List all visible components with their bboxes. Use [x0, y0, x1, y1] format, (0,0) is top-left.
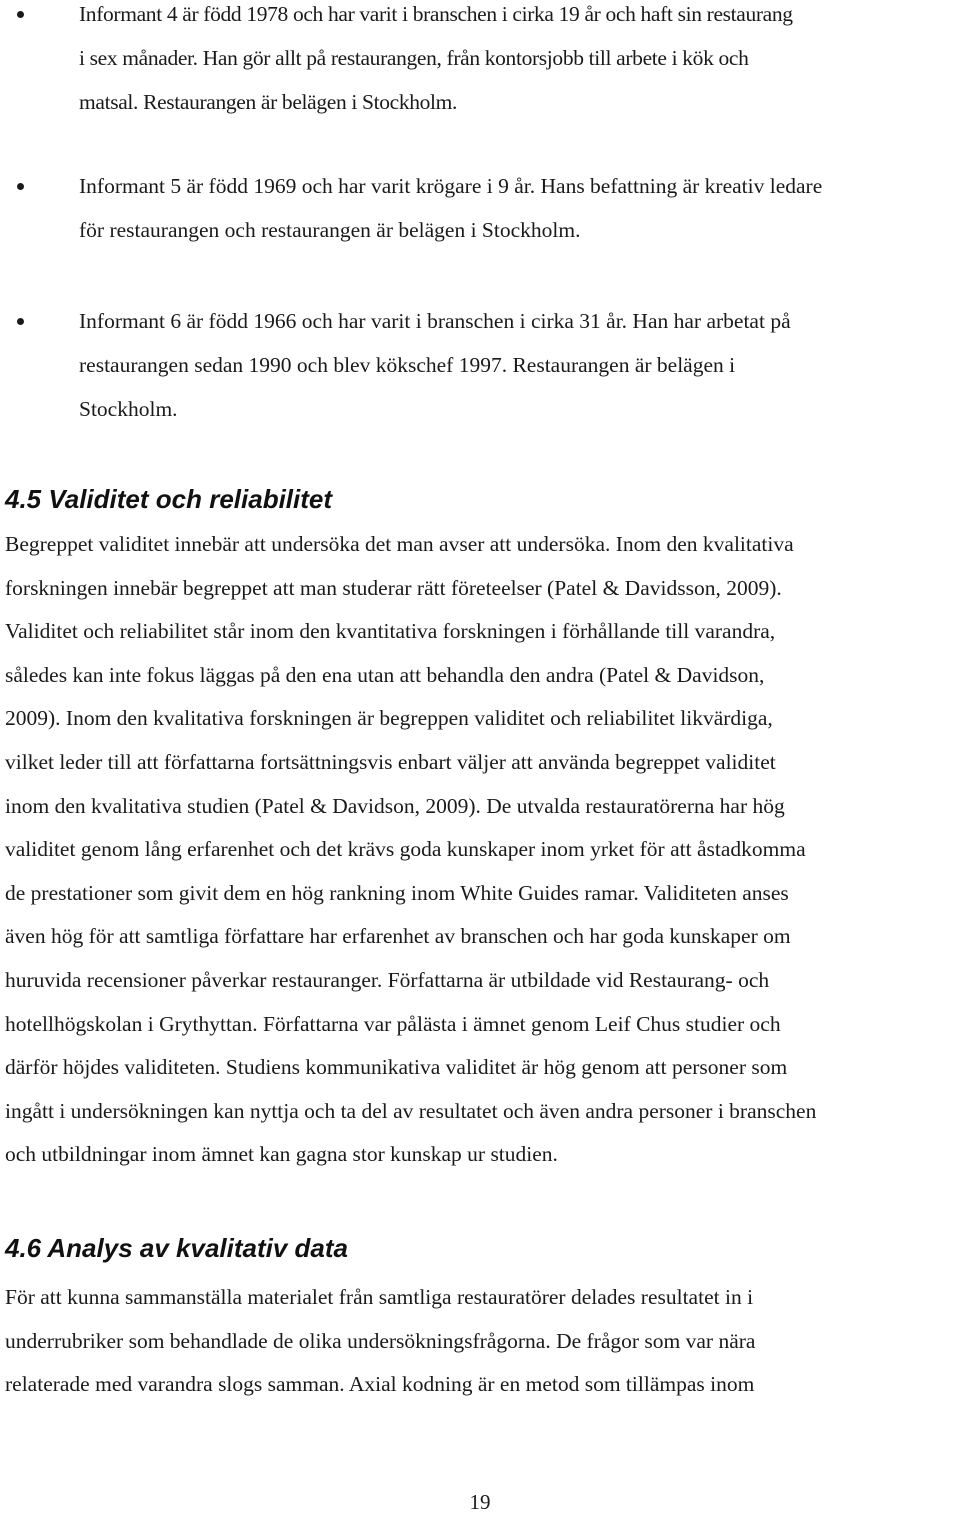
informant-5-text: Informant 5 är född 1969 och har varit krögare i 9 år. Hans befattning är kreativ ledare för restaurangen och restaurangen är belägen i Stockholm. [79, 174, 823, 242]
section-body-analysis: För att kunna sammanställa materialet från samtliga restauratörer delades resultatet in i underrubriker som behandlade de olika undersökningsfrågorna. De frågor som var nära relaterade med varandra slogs samman. Axial kodning är en metod som tillämpas inom [5, 1285, 756, 1397]
page-number: 19 [469, 1490, 491, 1514]
section-heading-validity: 4.5 Validitet och reliabilitet [5, 484, 333, 514]
section-body-validity: Begreppet validitet innebär att undersöka det man avser att undersöka. Inom den kvalitativa forskningen innebär begreppet att man studerar rätt företeelser (Patel & Davidsson, 2009). Validitet och reliabilitet står inom den kvantitativa forskningen i förhållande till varandra, således kan inte fokus läggas på den ena utan att behandla den andra (Patel & Davidson, 2009). Inom den kvalitativa forskningen är begreppen validitet och reliabilitet likvärdiga, vilket leder till att författarna fortsättningsvis enbart väljer att använda begreppet validitet inom den kvalitativa studien (Patel & Davidson, 2009). De utvalda restauratörerna har hög validitet genom lång erfarenhet och det krävs goda kunskaper inom yrket för att åstadkomma de prestationer som givit dem en hög rankning inom White Guides ramar. Validiteten anses även hög för att samtliga författare har erfarenhet av branschen och har goda kunskaper om huruvida recensioner påverkar restauranger. Författarna är utbildade vid Restaurang- och hotellhögskolan i Grythyttan. Författarna var pålästa i ämnet genom Leif Chus studier och därför höjdes validiteten. Studiens kommunikativa validitet är hög genom att personer som ingått i undersökningen kan nyttja och ta del av resultatet och även andra personer i branschen och utbildningar inom ämnet kan gagna stor kunskap ur studien. [5, 532, 817, 1167]
bullet-icon [17, 183, 24, 190]
bullet-icon [17, 11, 24, 18]
informant-4-text: Informant 4 är född 1978 och har varit i branschen i cirka 19 år och haft sin restaurang i sex månader. Han gör allt på restaurangen, från kontorsjobb till arbete i kök och matsal. Restaurangen är belägen i Stockholm. [79, 2, 793, 114]
informant-6-text: Informant 6 är född 1966 och har varit i branschen i cirka 31 år. Han har arbetat på restaurangen sedan 1990 och blev kökschef 1997. Restaurangen är belägen i Stockholm. [79, 309, 791, 421]
section-heading-analysis: 4.6 Analys av kvalitativ data [5, 1233, 349, 1263]
bullet-icon [17, 318, 24, 325]
